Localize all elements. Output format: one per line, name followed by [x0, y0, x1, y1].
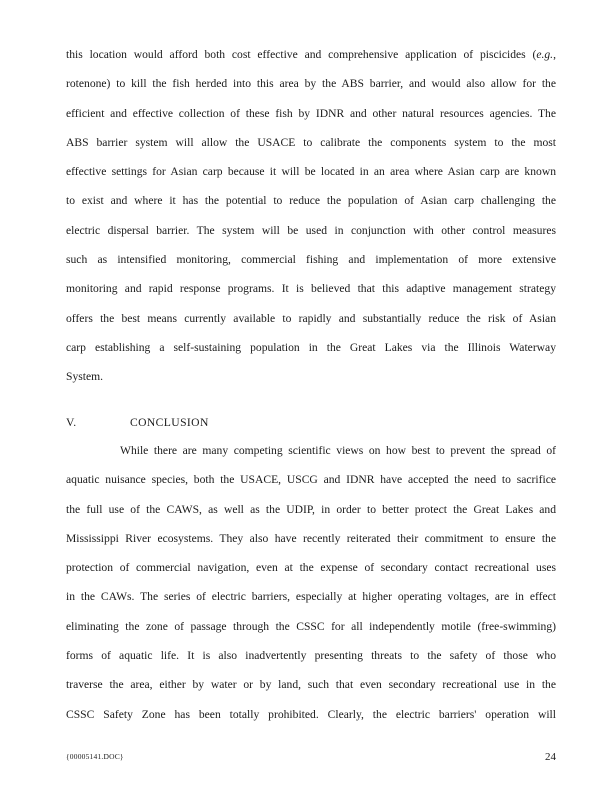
section-heading-conclusion — [66, 408, 209, 437]
text-line: offers the best means currently available to rapidly and substantially reduce the risk of Asian — [66, 311, 556, 325]
text-line: this location would afford both cost effective and comprehensive application of piscicides (e.g., — [66, 48, 556, 61]
text-line: to exist and where it has the potential to reduce the population of Asian carp challenging the — [66, 194, 556, 208]
text-line: in the CAWs. The series of electric barriers, especially at higher operating voltages, are in effect — [66, 590, 556, 604]
text-line: forms of aquatic life. It is also inadvertently presenting threats to the safety of those who — [66, 649, 556, 663]
text-line: carp establishing a self-sustaining population in the Great Lakes via the Illinois Waterway — [66, 340, 556, 354]
page-number: 24 — [545, 751, 556, 763]
text-line: monitoring and rapid response programs. It is believed that this adaptive management strategy — [66, 282, 556, 296]
text-line: efficient and effective collection of these fish by IDNR and other natural resources agencies. The — [66, 106, 556, 120]
document-id: {00005141.DOC} — [66, 752, 124, 761]
text-line: aquatic nuisance species, both the USACE, USCG and IDNR have accepted the need to sacrifice — [66, 473, 556, 487]
text-line: such as intensified monitoring, commercial fishing and implementation of more extensive — [66, 253, 556, 267]
text-line: eliminating the zone of passage through the CSSC for all independently motile (free-swimming) — [66, 619, 556, 633]
text-line: the full use of the CAWS, as well as the UDIP, in order to better protect the Great Lakes and — [66, 502, 556, 516]
text-line: ABS barrier system will allow the USACE to calibrate the components system to the most — [66, 135, 556, 149]
section-number: V. — [66, 416, 77, 429]
text-line: System. — [66, 370, 104, 384]
section-title: CONCLUSION — [130, 416, 209, 429]
text-line: Mississippi River ecosystems. They also have recently reiterated their commitment to ensure the — [66, 531, 556, 545]
text-line: rotenone) to kill the fish herded into this area by the ABS barrier, and would also allow for the — [66, 77, 556, 91]
text-line: electric dispersal barrier. The system will be used in conjunction with other control measures — [66, 223, 556, 237]
paragraph-piscicides — [66, 40, 556, 392]
text-line: CSSC Safety Zone has been totally prohibited. Clearly, the electric barriers' operation will — [66, 707, 556, 721]
text-line: protection of commercial navigation, even at the expense of secondary contact recreational uses — [66, 561, 556, 575]
text-line: effective settings for Asian carp because it will be located in an area where Asian carp are known — [66, 165, 556, 179]
text-line: traverse the area, either by water or by land, such that even secondary recreational use in the — [66, 678, 556, 692]
paragraph-conclusion — [66, 436, 556, 729]
text-line: While there are many competing scientific views on how best to prevent the spread of — [120, 444, 556, 457]
